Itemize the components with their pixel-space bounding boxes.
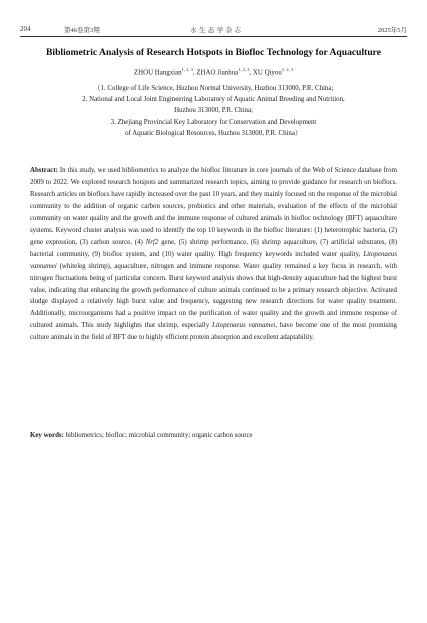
journal-name: 水生态学杂志: [190, 27, 244, 34]
article-title: Bibliometric Analysis of Research Hotspots in Biofloc Technology for Aquaculture: [46, 47, 381, 58]
author-affiliation-marks: 1, 2, 3: [238, 67, 250, 72]
abstract: [30, 165, 397, 344]
keywords-label: Key words:: [30, 432, 64, 439]
affiliation-line: （1. College of Life Science, Huzhou Normal University, Huzhou 313000, P.R. China;: [93, 85, 334, 92]
author-affiliation-marks: 1, 2, 3: [181, 67, 193, 72]
abstract-text: gene, (5) shrimp performance, (6) shrimp aquaculture, (7) artificial substrates, (8) bacterial community, (9) biofloc system, and (10) water quality. High frequency keywords included water quality,: [30, 238, 398, 258]
keywords-text: bibliometrics; biofloc; microbial community; organic carbon source: [63, 432, 253, 439]
abstract-label: Abstract:: [30, 167, 58, 174]
volume-issue: 第46卷第3期: [64, 27, 100, 34]
species-name: Litopenaeus vannamei: [212, 322, 276, 330]
abstract-text: (whiteleg shrimp), aquaculture, nitrogen and immune response. Water quality remained a key focus in research, with nitrogen fluctuations being of particular concern. Burst keyword analysis shows that high-density aquaculture had the highest burst value, indicating that enhancing the growth performance of culture animals continued to be a primary research objective. Activated sludge displayed a relatively high burst value and frequency, suggesting new research directions for water quality treatment. Additionally, microorganisms had a positive impact on the purification of water quality and the growth and immune response of cultured animals. This study highlights that shrimp, especially: [30, 262, 397, 330]
author-name: XU Qiyou: [252, 69, 282, 77]
species-name: Litopenaeus vannamei: [30, 250, 397, 270]
page-number: 204: [20, 25, 31, 33]
affiliation-line: 3. Zhejiang Provincial Key Laboratory for Conservation and Development: [110, 118, 317, 126]
issue-date: 2025年5月: [377, 27, 407, 34]
keywords: [30, 432, 397, 439]
affiliation-line: 2. National and Local Joint Engineering Laboratory of Aquatic Animal Breeding and Nutrition,: [82, 96, 345, 104]
abstract-text: , have become one of the most promising culture animals in the field of BFT due to highly efficient protein absorption and excellent adaptability.: [30, 322, 397, 342]
author-name: ZHOU Hangxian: [133, 69, 182, 77]
header-rule: [20, 36, 407, 37]
author-affiliation-marks: 1, 2, 3: [281, 67, 294, 72]
gene-name: Nrf2: [145, 238, 159, 246]
author-name: ZHAO Jianhua: [196, 69, 239, 77]
abstract-text: In this study, we used bibliometrics to analyze the biofloc literature in core journals of the Web of Science database from 2009 to 2022. We explored research hotspots and summarized research topics, aiming to provide guidance for research on bioflocs. Research articles on bioflocs have rapidly increased over the past 10 years, and they mainly focused on the response of the microbial community to the addition of organic carbon sources, probiotics and other materials, evaluation of the effects of the microbial community on water quality and the growth and the immune response of cultured animals in biofloc technology (BFT) aquaculture systems. Keyword cluster analysis was used to identify the top 10 keywords in the biofloc literature: (1) heterotrophic bacteria, (2) gene expression, (3) carbon source, (4): [30, 167, 397, 246]
affiliation-line: Huzhou 313000, P.R. China;: [174, 107, 253, 115]
author-list: ZHOU Hangxian$^{1, 2, 3}$, ZHAO Jianhua$^{1, 2, 3}$, XU Qiyou$^{1, 2, 3}$: [133, 67, 294, 77]
affiliations: [20, 83, 407, 139]
affiliation-line: of Aquatic Biological Resources, Huzhou 313000, P.R. China）: [125, 129, 302, 137]
